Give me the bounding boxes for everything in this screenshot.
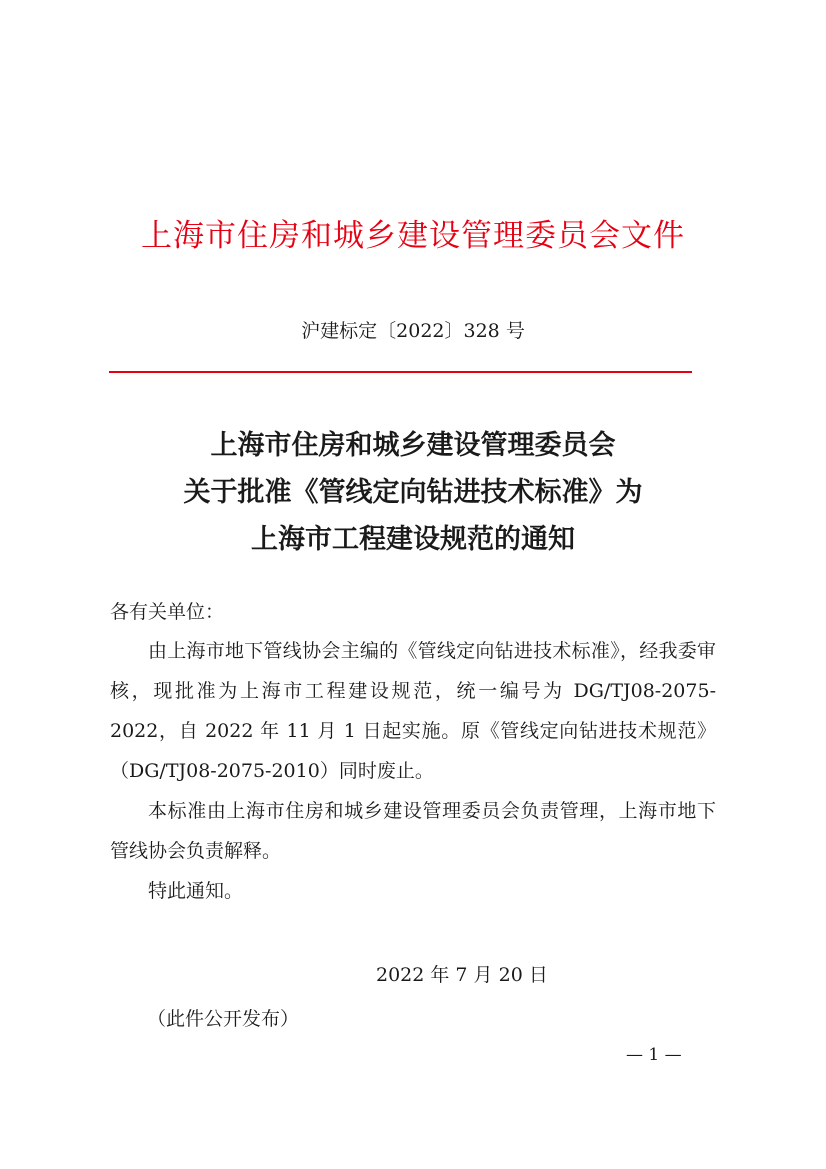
document-title [0,422,826,563]
title-line-1: 上海市住房和城乡建设管理委员会 [210,430,616,461]
body-paragraph-approval: 由上海市地下管线协会主编的《管线定向钻进技术标准》，经我委审核，现批准为上海市工程建设规范，统一编号为 DG/TJ08-2075-2022，自 2022 年 11 月 1 日起实施。原《管线定向钻进技术规范》（DG/TJ08-2075-2010）同时废止。 [110,640,716,782]
page-number: — 1 — [626,1045,682,1065]
body-paragraph-management: 本标准由上海市住房和城乡建设管理委员会负责管理，上海市地下管线协会负责解释。 [110,800,716,862]
title-line-3: 上海市工程建设规范的通知 [251,524,575,555]
body-text [110,631,716,911]
issue-date: 2022 年 7 月 20 日 [376,964,548,986]
document-number: 沪建标定〔2022〕328 号 [301,320,525,342]
salutation: 各有关单位： [110,601,225,623]
body-paragraph-closing: 特此通知。 [148,880,244,902]
issuer-header: 上海市住房和城乡建设管理委员会文件 [141,218,685,254]
title-line-2: 关于批准《管线定向钻进技术标准》为 [183,477,643,508]
publish-note: （此件公开发布） [147,1008,300,1030]
red-divider-line [109,371,692,373]
